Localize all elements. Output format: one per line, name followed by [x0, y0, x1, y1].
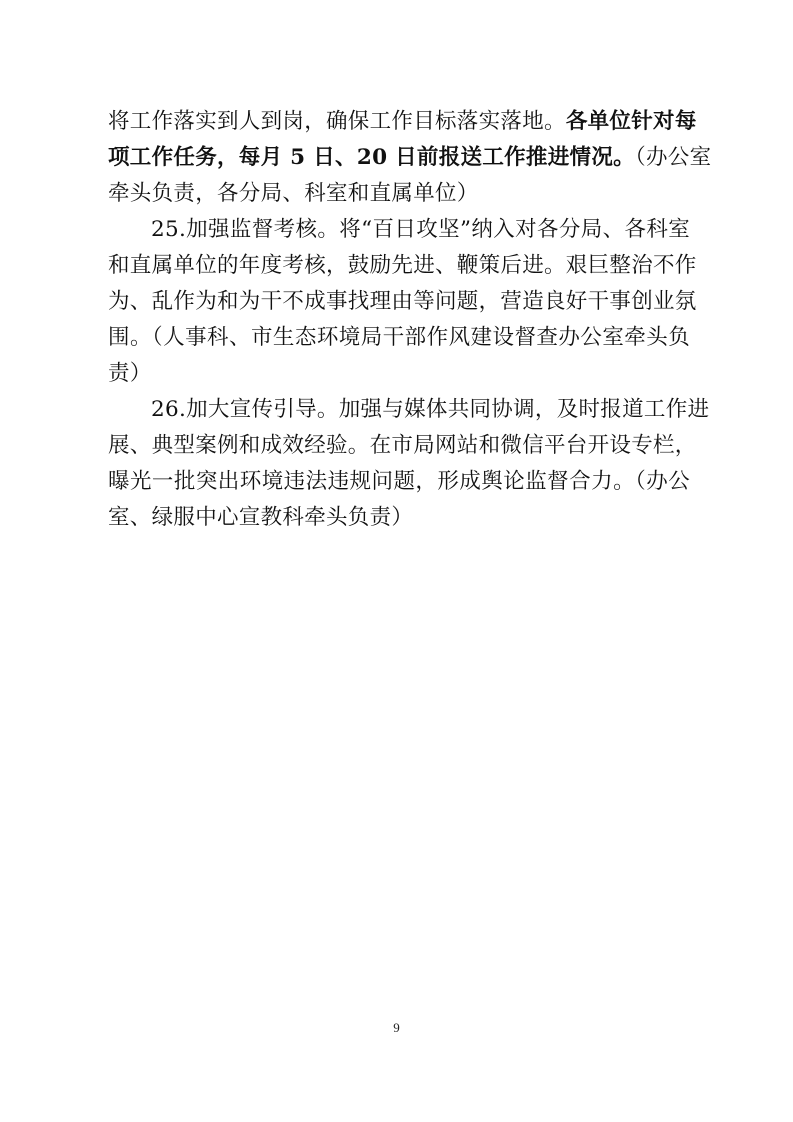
text-line [108, 392, 710, 428]
text-line [108, 176, 690, 212]
text-segment: 牵头负责，各分局、科室和直属单位） [108, 181, 479, 206]
text-line [108, 428, 697, 464]
text-line [108, 500, 690, 536]
text-segment: 为、乱作为和为干不成事找理由等问题，营造良好干事创业氛 [108, 289, 697, 314]
text-segment: 将工作落实到人到岗，确保工作目标落实落地。 [108, 109, 566, 134]
text-segment: （办公室 [634, 145, 712, 170]
text-segment: 展、典型案例和成效经验。在市局网站和微信平台开设专栏， [108, 433, 697, 458]
text-segment: 25.加强监督考核。将“百日攻坚”纳入对各分局、各科室 [151, 217, 690, 242]
text-segment: 责） [108, 361, 152, 386]
text-line [108, 104, 697, 140]
text-line [108, 284, 697, 320]
text-line [108, 464, 690, 500]
text-segment: 26.加大宣传引导。加强与媒体共同协调，及时报道工作进 [151, 397, 710, 422]
text-line [108, 140, 712, 176]
bold-text-segment: 各单位针对每 [565, 109, 697, 134]
text-line [108, 248, 697, 284]
bold-text-segment: 项工作任务，每月 5 日、20 日前报送工作推进情况。 [108, 145, 635, 170]
text-segment: 围。（人事科、市生态环境局干部作风建设督查办公室牵头负 [108, 325, 690, 350]
document-body [108, 104, 712, 536]
text-segment: 曝光一批突出环境违法违规问题，形成舆论监督合力。（办公 [108, 469, 690, 494]
text-line [108, 212, 690, 248]
text-segment: 室、绿服中心宣教科牵头负责） [108, 505, 414, 530]
text-segment: 和直属单位的年度考核，鼓励先进、鞭策后进。艰巨整治不作 [108, 253, 697, 278]
text-line [108, 320, 690, 356]
text-line [108, 356, 690, 392]
page-number: 9 [393, 1020, 400, 1035]
